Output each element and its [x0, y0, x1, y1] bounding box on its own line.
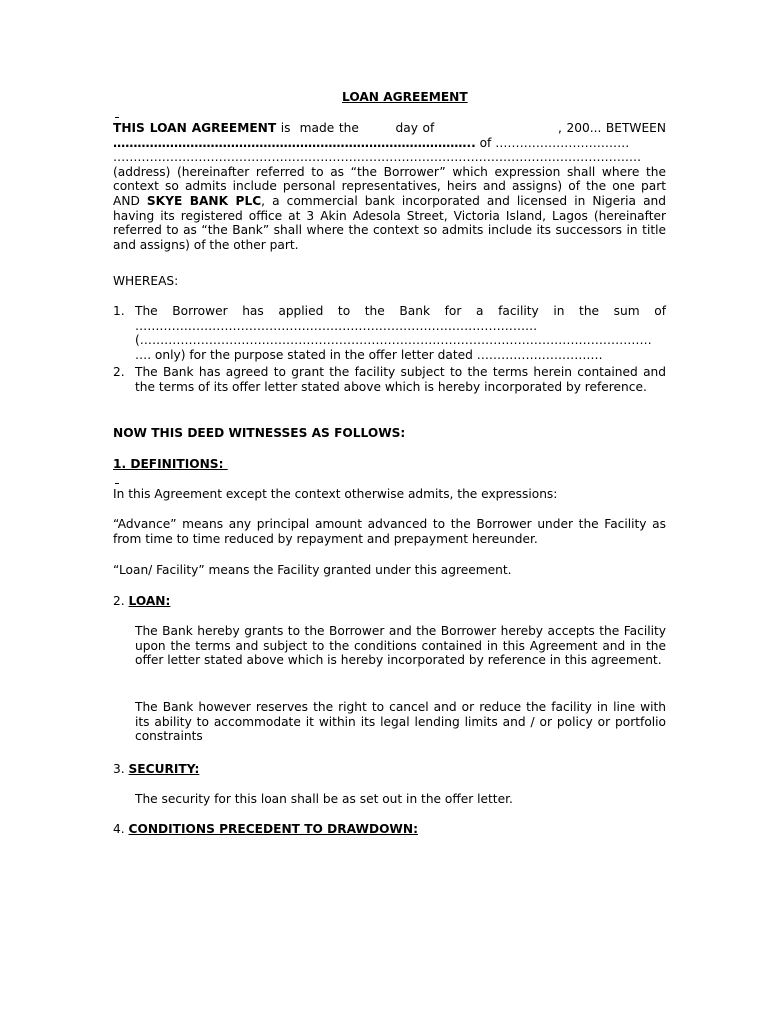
- recital-1-amount-words-blank: (………………………………………………………………………………………………………………: [135, 333, 652, 348]
- party-line: [113, 136, 666, 151]
- paragraph-mark: [115, 117, 119, 118]
- intro-lead: THIS LOAN AGREEMENT: [113, 121, 277, 135]
- party-of-blank: of ……………………………: [475, 135, 630, 150]
- loan-title: LOAN:: [128, 594, 171, 608]
- recital-2: The Bank has agreed to grant the facility subject to the terms herein contained and the terms of its offer letter stated above which is hereby incorporated by reference.: [135, 365, 666, 394]
- definition-advance: “Advance” means any principal amount advanced to the Borrower under the Facility as from time to time reduced by repayment and prepayment hereunder.: [113, 517, 666, 546]
- party-name-blank: ……………………………………………………………………………..: [113, 135, 476, 150]
- loan-heading: [113, 594, 170, 609]
- intro-first-line: [113, 121, 666, 136]
- security-heading: [113, 762, 199, 777]
- definitions-intro: In this Agreement except the context otherwise admits, the expressions:: [113, 487, 558, 501]
- loan-number: 2.: [113, 594, 129, 608]
- loan-paragraph-2: The Bank however reserves the right to cancel and or reduce the facility in line with its ability to accommodate it within its legal lending limits and / or policy or portfolio constraints: [135, 700, 666, 744]
- security-number: 3.: [113, 762, 129, 776]
- security-title: SECURITY:: [128, 762, 200, 776]
- whereas-heading: WHEREAS:: [113, 274, 179, 288]
- recital-2-number: 2.: [113, 365, 125, 379]
- conditions-heading: [113, 822, 418, 837]
- recital-1-amount-blank: ………………………………………………………………………………………: [135, 318, 538, 333]
- intro-paragraph: [113, 121, 666, 252]
- conditions-title: CONDITIONS PRECEDENT TO DRAWDOWN:: [128, 822, 418, 836]
- document-title: LOAN AGREEMENT: [342, 90, 468, 104]
- conditions-number: 4.: [113, 822, 129, 836]
- paragraph-mark: [115, 483, 119, 484]
- intro-body: [113, 165, 666, 253]
- intro-body-part2: , a commercial bank incorporated and licensed in Nigeria and having its registered office at 3 Akin Adesola Street, Victoria Island, Lagos (hereinafter referred to as “the Bank” shall where the context so admits include its successors in title and assigns) of the other part.: [113, 193, 666, 252]
- address-blank: ………………………………………………………………………………………………………………….: [113, 150, 641, 165]
- definition-loan-facility: “Loan/ Facility” means the Facility granted under this agreement.: [113, 563, 512, 577]
- intro-body-part1: (address) (hereinafter referred to as “the Borrower” which expression shall where the context so admits include personal representatives, heirs and assigns) of the one part AND: [113, 164, 666, 208]
- recital-1: [135, 304, 666, 362]
- recital-1-number: 1.: [113, 304, 125, 318]
- recital-1-line4: …. only) for the purpose stated in the offer letter dated ………………………….: [135, 347, 603, 362]
- security-text: The security for this loan shall be as set out in the offer letter.: [135, 792, 513, 806]
- recital-1-line1: The Borrower has applied to the Bank for a facility in the sum of: [135, 304, 666, 318]
- bank-name: SKYE BANK PLC: [146, 193, 262, 208]
- loan-paragraph-1: The Bank hereby grants to the Borrower and the Borrower hereby accepts the Facility upon the terms and subject to the conditions contained in this Agreement and in the offer letter stated above which is hereby incorporated by reference in this agreement.: [135, 624, 666, 668]
- definitions-heading: 1. DEFINITIONS:: [113, 457, 228, 471]
- intro-date-clause: is made the day of , 200... BETWEEN: [280, 121, 666, 135]
- deed-heading: NOW THIS DEED WITNESSES AS FOLLOWS:: [113, 426, 406, 440]
